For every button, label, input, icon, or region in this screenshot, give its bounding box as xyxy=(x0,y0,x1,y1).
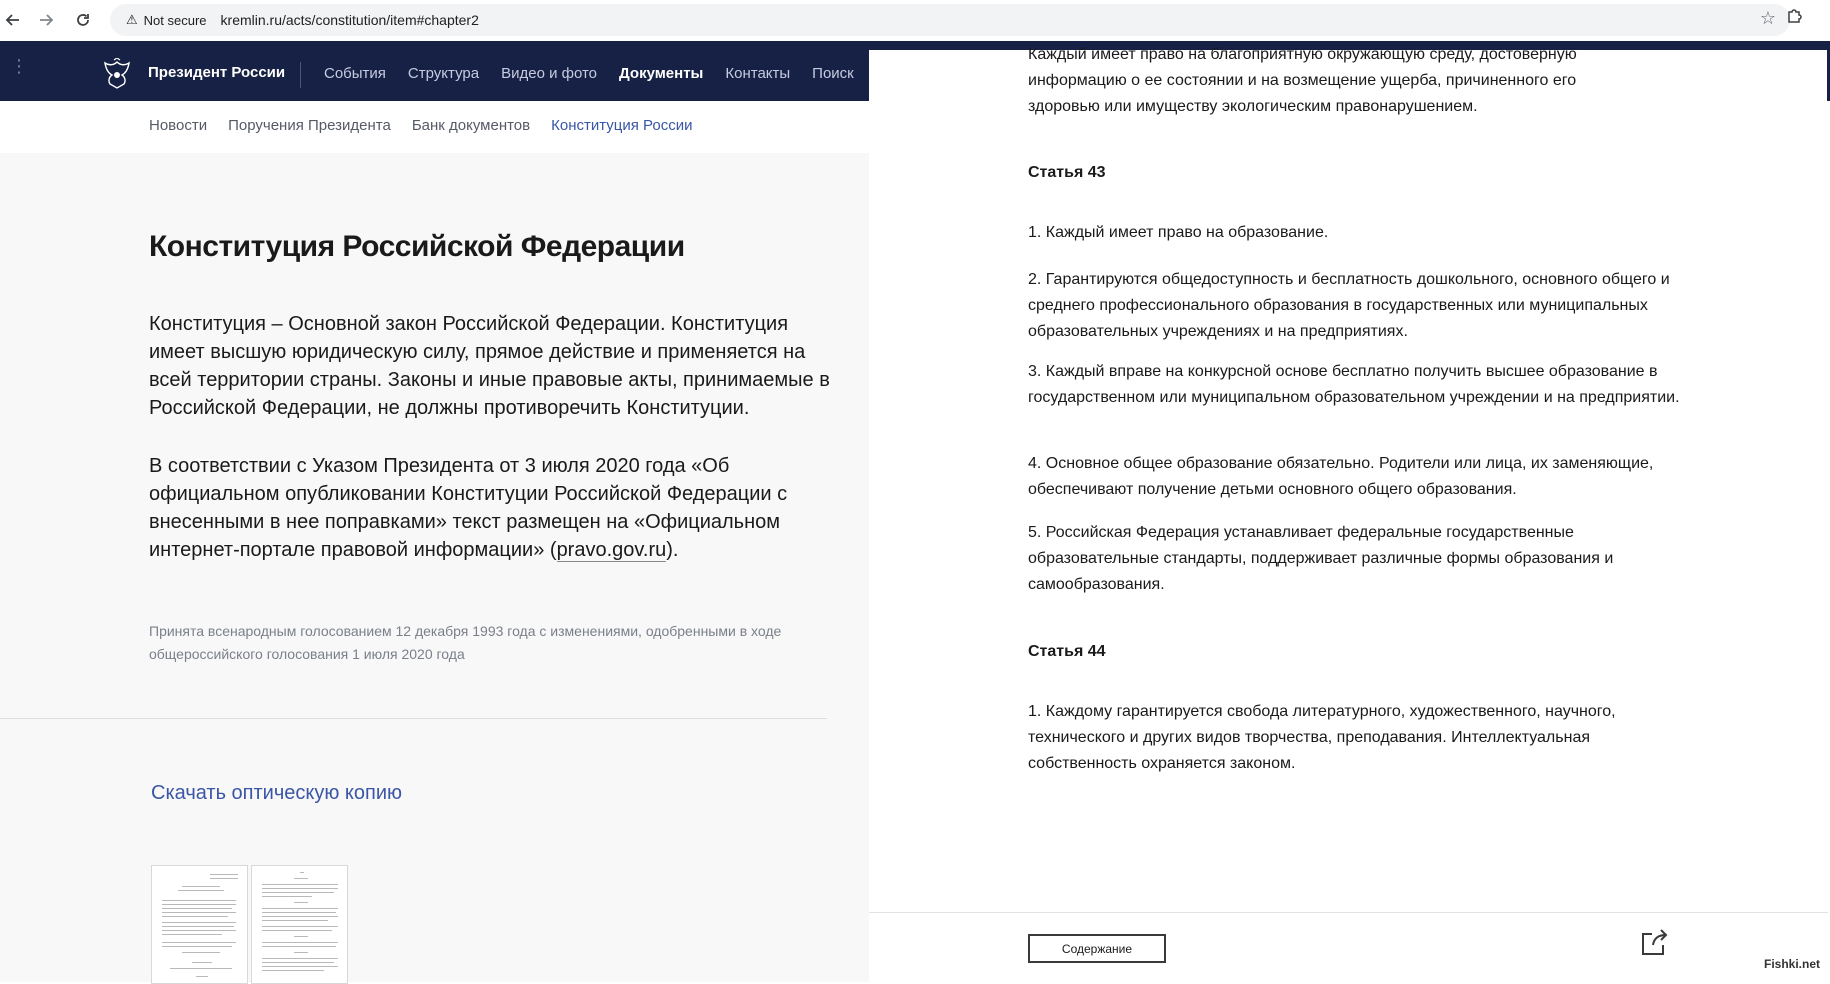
arrow-left-icon xyxy=(5,12,21,28)
article-43-item-5: 5. Российская Федерация устанавливает федеральные государственные образовательные стандарты, поддерживает различные формы образования и самообразования. xyxy=(1028,524,1614,593)
nav-item-video-photo[interactable]: Видео и фото xyxy=(501,65,598,82)
extensions-button[interactable] xyxy=(1786,6,1804,29)
article-44-heading: Статья 44 xyxy=(1028,643,1106,660)
document-preview-page-2 xyxy=(251,865,348,984)
header-divider xyxy=(300,62,301,88)
sub-nav xyxy=(0,101,869,153)
security-label: Not secure xyxy=(143,12,207,28)
browser-toolbar xyxy=(0,0,1830,42)
main-nav xyxy=(324,65,876,82)
download-copy-link[interactable]: Скачать оптическую копию xyxy=(151,782,403,804)
share-icon[interactable] xyxy=(1639,928,1669,958)
subnav-item-constitution[interactable]: Конституция России xyxy=(551,117,693,134)
subnav-item-document-bank[interactable]: Банк документов xyxy=(411,117,531,134)
subnav-item-news[interactable]: Новости xyxy=(149,117,208,134)
warning-icon: ⚠ xyxy=(126,12,138,27)
menu-dots-icon[interactable]: ⋮ xyxy=(10,56,28,76)
article-bottom-bar xyxy=(869,912,1828,983)
nav-item-contacts[interactable]: Контакты xyxy=(725,65,791,82)
bookmark-star-button[interactable] xyxy=(1760,8,1776,29)
article-43-heading: Статья 43 xyxy=(1028,164,1106,181)
intro-paragraph-2-text: В соответствии с Указом Президента от 3 июля 2020 года «Об официальном опубликовании Конституции Российской Федерации с внесенными в нее поправками» текст размещен на «Официальном интернет-портале правовой информации» ( xyxy=(149,455,788,561)
contents-button[interactable]: Содержание xyxy=(1028,934,1166,963)
divider xyxy=(0,718,827,719)
nav-item-structure[interactable]: Структура xyxy=(407,65,480,82)
nav-item-documents[interactable]: Документы xyxy=(619,65,704,82)
article-44-item-1: 1. Каждому гарантируется свобода литературного, художественного, научного, технического и других видов творчества, преподавания. Интеллектуальная собственность охраняется законом. xyxy=(1028,703,1616,772)
intro-paragraph-2 xyxy=(149,452,839,564)
article-43-item-2: 2. Гарантируются общедоступность и бесплатность дошкольного, основного общего и среднего профессионального образования в государственных или муниципальных образовательных учреждениях и на предприятиях. xyxy=(1028,271,1670,340)
nav-item-search[interactable]: Поиск xyxy=(812,65,854,82)
article-42-cut-line: Каждый имеет право на благоприятную окружающую среду, достоверную xyxy=(1028,46,1577,63)
security-indicator[interactable] xyxy=(118,8,215,32)
nav-item-events[interactable]: События xyxy=(324,65,386,82)
star-icon: ☆ xyxy=(1759,8,1776,28)
page-title: Конституция Российской Федерации xyxy=(149,230,685,263)
reload-icon xyxy=(75,12,91,28)
intro-paragraph-2-end: ). xyxy=(666,539,679,561)
reload-button[interactable] xyxy=(70,7,96,33)
document-preview[interactable] xyxy=(151,865,351,982)
arrow-right-icon xyxy=(38,12,54,28)
watermark: Fishki.net xyxy=(1763,957,1820,971)
site-header xyxy=(0,50,869,101)
pravo-link[interactable]: pravo.gov.ru xyxy=(556,539,667,561)
article-43-item-1: 1. Каждый имеет право на образование. xyxy=(1028,224,1329,241)
puzzle-icon xyxy=(1786,6,1804,24)
article-43-item-4: 4. Основное общее образование обязательно. Родители или лица, их заменяющие, обеспечивают получение детьми основного общего образования. xyxy=(1028,455,1654,498)
address-bar[interactable] xyxy=(110,4,1790,36)
left-pane xyxy=(0,50,869,982)
article-43-item-3: 3. Каждый вправе на конкурсной основе бесплатно получить высшее образование в государственном или муниципальном образовательном учреждении и на предприятии. xyxy=(1028,363,1680,406)
article-42-paragraph: информацию о ее состоянии и на возмещение ущерба, причиненного его здоровью или имуществу экологическим правонарушением. xyxy=(1028,72,1577,115)
subnav-item-instructions[interactable]: Поручения Президента xyxy=(228,117,391,134)
site-title[interactable]: Президент России xyxy=(148,64,286,81)
forward-button[interactable] xyxy=(33,7,59,33)
adoption-note: Принята всенародным голосованием 12 декабря 1993 года с изменениями, одобренными в ходе общероссийского голосования 1 июля 2020 года xyxy=(149,623,782,662)
url-text[interactable]: kremlin.ru/acts/constitution/item#chapter2 xyxy=(220,12,479,28)
intro-paragraph-1: Конституция – Основной закон Российской Федерации. Конституция имеет высшую юридическую силу, прямое действие и применяется на всей территории страны. Законы и иные правовые акты, принимаемые в Российской Федерации, не должны противоречить Конституции. xyxy=(149,313,830,419)
emblem-icon[interactable] xyxy=(102,58,132,92)
article-pane xyxy=(869,46,1828,982)
back-button[interactable] xyxy=(0,7,26,33)
document-preview-page-1 xyxy=(151,865,248,984)
